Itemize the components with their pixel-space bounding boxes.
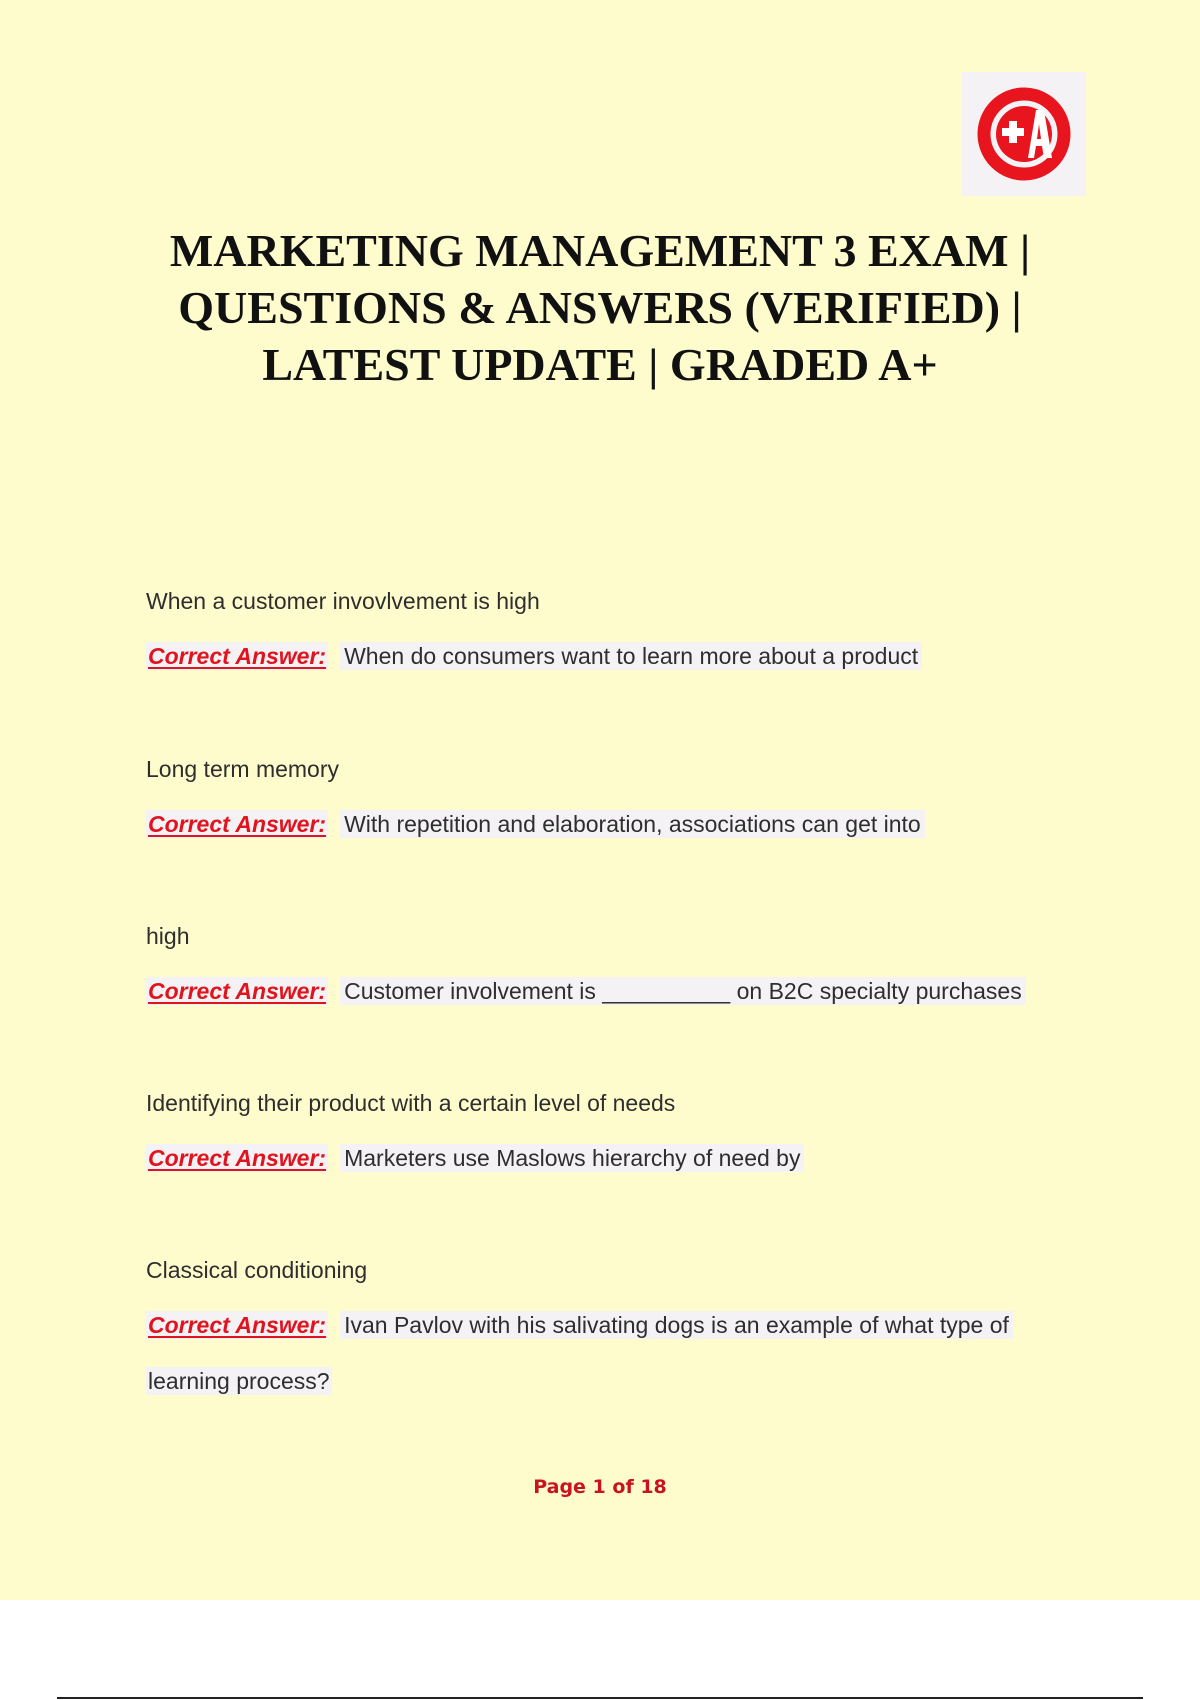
question-text: Identifying their product with a certain level of needs bbox=[146, 1090, 676, 1116]
qa-item bbox=[146, 1088, 1106, 1173]
correct-answer-label: Correct Answer: bbox=[148, 811, 327, 837]
answer-text: With repetition and elaboration, associations can get into bbox=[340, 810, 925, 838]
plus-a-grade-icon bbox=[972, 84, 1076, 184]
answer-text: When do consumers want to learn more about a product bbox=[340, 642, 922, 670]
title-line: MARKETING MANAGEMENT 3 EXAM | bbox=[169, 225, 1031, 276]
document-title bbox=[100, 222, 1100, 393]
qa-item bbox=[146, 921, 1106, 1006]
logo bbox=[962, 72, 1086, 196]
page-number: Page 1 of 18 bbox=[533, 1476, 667, 1498]
question-text: When a customer invovlvement is high bbox=[146, 588, 540, 614]
correct-answer-label: Correct Answer: bbox=[148, 1145, 327, 1171]
page-divider bbox=[57, 1697, 1143, 1699]
correct-answer-label: Correct Answer: bbox=[148, 643, 327, 669]
qa-item bbox=[146, 754, 1106, 839]
answer-text: Ivan Pavlov with his salivating dogs is an example of what type of bbox=[340, 1311, 1013, 1339]
question-text: Classical conditioning bbox=[146, 1257, 368, 1283]
question-text: Long term memory bbox=[146, 756, 340, 782]
correct-answer-label: Correct Answer: bbox=[148, 978, 327, 1004]
title-line: LATEST UPDATE | GRADED A+ bbox=[262, 339, 938, 390]
correct-answer-label: Correct Answer: bbox=[148, 1312, 327, 1338]
title-line: QUESTIONS & ANSWERS (VERIFIED) | bbox=[178, 282, 1022, 333]
answer-text: Marketers use Maslows hierarchy of need by bbox=[340, 1144, 804, 1172]
question-text: high bbox=[146, 923, 190, 949]
qa-item bbox=[146, 586, 1106, 671]
answer-text: Customer involvement is __________ on B2C specialty purchases bbox=[340, 977, 1026, 1005]
answer-text-continuation: learning process? bbox=[148, 1368, 330, 1394]
qa-item bbox=[146, 1255, 1106, 1396]
